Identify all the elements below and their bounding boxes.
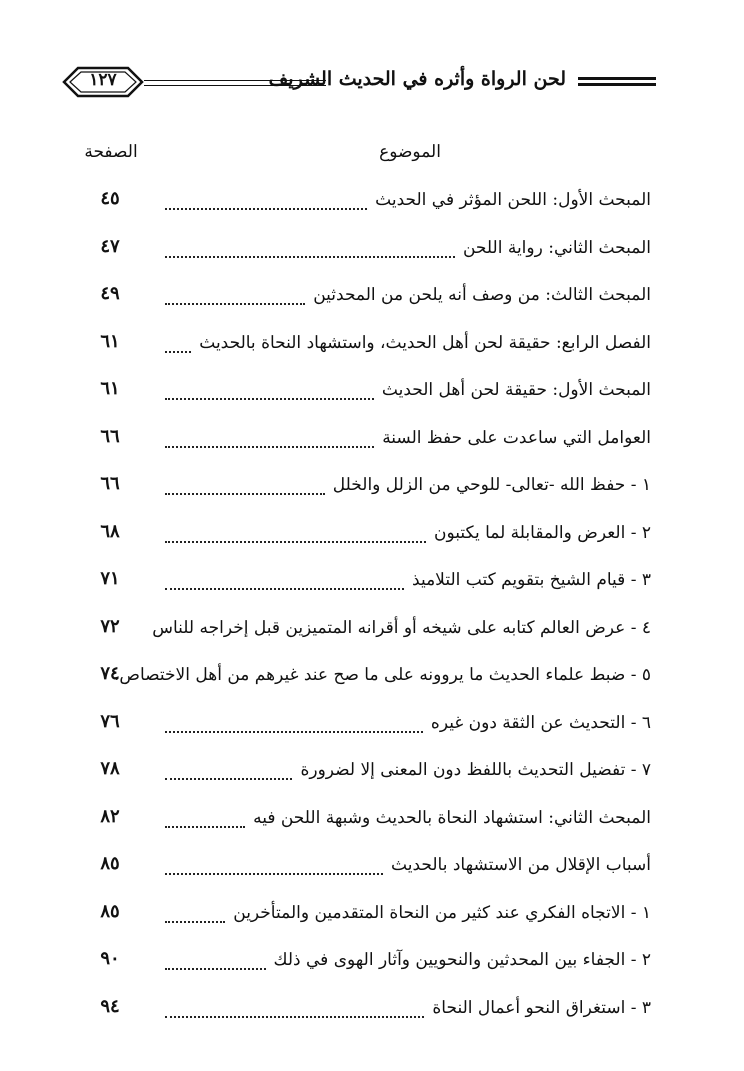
dot-leader: [165, 493, 325, 495]
dot-leader: [165, 256, 455, 258]
book-title: لحن الرواة وأثره في الحديث الشريف: [268, 68, 566, 90]
toc-entry: [0, 802, 744, 842]
toc-entry-title: ٥ - ضبط علماء الحديث ما يروونه على ما صح عند غيرهم من أهل الاختصاص.: [114, 665, 651, 685]
toc-entry: [0, 612, 744, 652]
toc-entry-page: ٧٤: [100, 663, 120, 684]
toc-entry-page: ٧٢: [100, 615, 120, 637]
running-header: [60, 64, 656, 104]
toc-entry-page: ٩٠: [100, 948, 120, 969]
toc-entry-page: ٦٦: [100, 425, 120, 447]
dot-leader: [165, 588, 404, 590]
toc-entry: [0, 279, 744, 319]
dot-leader: [165, 826, 245, 828]
toc-entry-page: ٤٩: [100, 283, 120, 304]
toc-entry-title: ١ - حفظ الله -تعالى- للوحي من الزلل والخلل: [332, 475, 651, 495]
toc-entry-page: ٨٥: [100, 900, 120, 922]
toc-entry-page: ٤٧: [100, 235, 120, 257]
toc-entry: [0, 849, 744, 889]
toc-entry: [0, 707, 744, 747]
toc-entry: [0, 659, 744, 699]
toc-entry-page: ٦١: [100, 378, 120, 399]
dot-leader: [165, 398, 374, 400]
page-number-badge: [60, 64, 146, 100]
toc-entry-page: ٧٦: [100, 710, 120, 732]
dot-leader: [165, 731, 423, 733]
dot-leader: [165, 351, 191, 353]
toc-entry-page: ٧١: [100, 568, 120, 589]
toc-entry-page: ٨٢: [100, 805, 120, 827]
toc-entry: [0, 517, 744, 557]
topic-column-header: الموضوع: [379, 142, 441, 162]
toc-column-headers: [0, 142, 744, 172]
toc-entry: [0, 992, 744, 1032]
page-column-header: الصفحة: [84, 142, 138, 162]
toc-entry-title: العوامل التي ساعدت على حفظ السنة: [382, 427, 651, 448]
toc-entry: [0, 422, 744, 462]
toc-entry-title: ٧ - تفضيل التحديث باللفظ دون المعنى إلا لضرورة: [300, 760, 651, 780]
toc-entry: [0, 754, 744, 794]
toc-entry: [0, 184, 744, 224]
toc-entry-title: ٢ - الجفاء بين المحدثين والنحويين وآثار الهوى في ذلك: [273, 950, 651, 970]
toc-entry-title: ١ - الاتجاه الفكري عند كثير من النحاة المتقدمين والمتأخرين: [233, 902, 651, 923]
dot-leader: [165, 921, 225, 923]
dot-leader: [165, 968, 266, 970]
toc-entry-page: ٧٨: [100, 758, 120, 779]
toc-entry-title: المبحث الأول: اللحن المؤثر في الحديث: [375, 190, 651, 210]
toc-entry-page: ٦٨: [100, 520, 120, 542]
dot-leader: [165, 446, 374, 448]
toc-entry: [0, 327, 744, 367]
toc-entry-title: أسباب الإقلال من الاستشهاد بالحديث: [391, 855, 651, 875]
toc-entry-page: ٦١: [100, 330, 120, 352]
toc-entry-page: ٨٥: [100, 853, 120, 874]
toc-entry-title: المبحث الثاني: رواية اللحن: [462, 237, 651, 258]
header-ornament-bars: [578, 77, 656, 87]
toc-entry: [0, 897, 744, 937]
toc-entry-page: ٤٥: [100, 188, 120, 209]
toc-entry-title: المبحث الثاني: استشهاد النحاة بالحديث وشبهة اللحن فيه: [253, 807, 651, 828]
toc-entry: [0, 374, 744, 414]
dot-leader: [165, 778, 292, 780]
toc-entry-page: ٩٤: [100, 995, 120, 1017]
toc-entry-title: ٢ - العرض والمقابلة لما يكتبون: [434, 522, 651, 543]
toc-entry: [0, 944, 744, 984]
toc-entry-title: المبحث الثالث: من وصف أنه يلحن من المحدثين: [313, 285, 651, 305]
dot-leader: [165, 873, 383, 875]
header-rule-line: [144, 80, 326, 86]
toc-entry-title: ٣ - قيام الشيخ بتقويم كتب التلاميذ: [412, 570, 651, 590]
dot-leader: [165, 208, 367, 210]
toc-entry-title: المبحث الأول: حقيقة لحن أهل الحديث: [381, 380, 651, 400]
page-number: ١٢٧: [89, 70, 117, 90]
toc-entry: [0, 232, 744, 272]
dot-leader: [165, 303, 305, 305]
toc-entry-title: الفصل الرابع: حقيقة لحن أهل الحديث، واستشهاد النحاة بالحديث: [199, 332, 651, 353]
toc-entry-page: ٦٦: [100, 473, 120, 494]
dot-leader: [165, 541, 426, 543]
toc-entry-title: ٣ - استغراق النحو أعمال النحاة: [432, 997, 651, 1018]
toc-entry-title: ٤ - عرض العالم كتابه على شيخه أو أقرانه المتميزين قبل إخراجه للناس: [152, 617, 651, 638]
toc-entry: [0, 564, 744, 604]
dot-leader: [165, 1016, 424, 1018]
toc-entry-title: ٦ - التحديث عن الثقة دون غيره: [430, 712, 651, 733]
toc-entry: [0, 469, 744, 509]
